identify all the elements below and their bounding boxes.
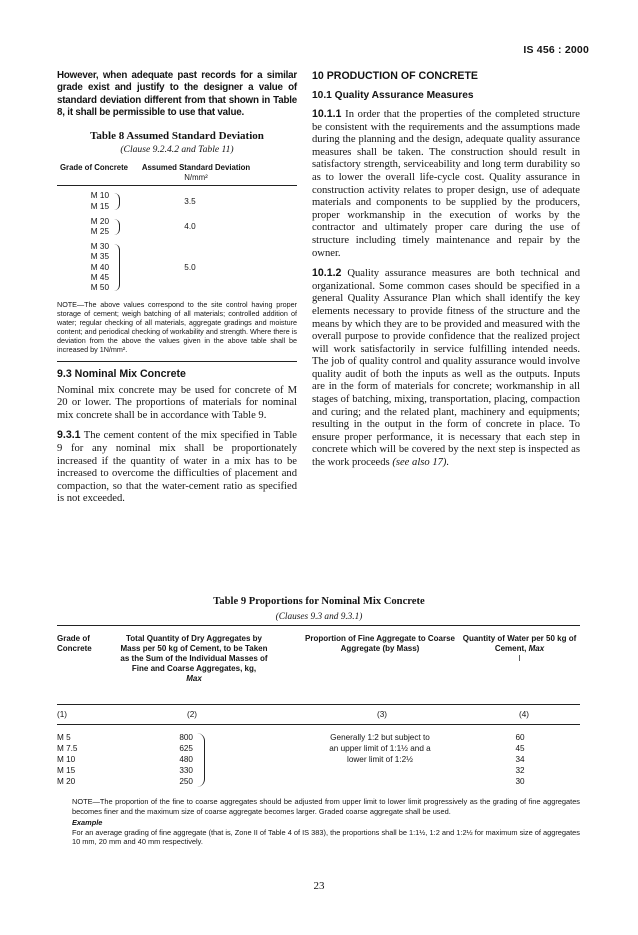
table-row-aggregate: 480 [179,755,193,764]
table8-grade: M 10 [90,191,109,201]
table9-col1-header: Grade of Concrete [57,634,92,653]
table8-brace [111,244,120,291]
example-text: For an average grading of fine aggregate (that is, Zone II of Table 4 of IS 383), the proportions shall be 1:1½, 1:2 and 1:2½ for maximum size of aggregates 10 mm, 20 mm and 40 mm respectively. [72,827,580,847]
table8-grade: M 20 [90,216,109,226]
table8-rule [57,185,297,186]
table-row-grade: M 7.5 [57,744,78,753]
table9-header [57,626,580,704]
table-row-water: 45 [515,744,525,753]
cross-reference: (see also 17). [392,457,450,469]
table9-column-numbers [57,707,580,724]
column-number: (3) [377,710,388,719]
clause-number: 10.1.1 [312,108,342,120]
table9-water [505,732,535,787]
table9-note: NOTE—The proportion of the fine to coarse aggregates should be adjusted from upper limit to lower limit progressively as the grading of fine aggregates becomes finer and the maximum size of coarse aggregate becomes larger. Graded coarse aggregate shall be used. Example For an average grading of fine aggregate (that is, Zone II of Table 4 of IS 383), the proportions shall be 1:1½, 1:2 and 1:2½ for maximum size of aggregates 10 mm, 20 mm and 40 mm respectively. [72,797,580,847]
table8-group [57,191,297,211]
table9-brace [197,733,205,787]
table8-note: NOTE—The above values correspond to the site control having proper storage of cement; weigh batching of all materials; controlled addition of water; regular checking of all materials, aggregate gradings and moisture content; and periodical checking of workability and strength. Where there is deviation from the above the values given in the above table shall be increased by 1N/mm². [57,300,297,354]
table-row-water: 32 [515,766,525,775]
table8-header [57,163,297,182]
table-row-water: 34 [515,755,525,764]
table8-value: 4.0 [184,222,196,232]
table-row-aggregate: 330 [179,766,193,775]
table9 [57,625,580,823]
table8-grade: M 30 [90,242,109,252]
table8-clause: (Clause 9.2.4.2 and Table 11) [120,144,234,156]
table8-brace [111,219,120,235]
left-column [57,70,297,506]
table8-group [57,242,297,293]
table-row-water: 30 [515,777,525,786]
table8-grade: M 25 [90,226,109,236]
table8-title: Table 8 Assumed Standard Deviation [90,130,264,143]
table-row-water: 60 [515,733,525,742]
clause-10-1-1-paragraph: 10.1.1 In order that the properties of the completed structure be consistent with the requirements and the assumptions made during the planning and the design, adequate quality assurance measures shall be taken. The construction should result in satisfactory strength, serviceability and long term durability so as to lower the overall life-cycle cost. Quality assurance in construction activity relates to proper design, use of adequate materials and components to be supplied by the producers, proper workmanship in the execution of works by the contractor and ultimately proper care during the use of structure including timely maintenance and repair by the owner. [312,108,580,259]
max-label: Max [186,674,202,683]
table9-grades [57,732,77,787]
section-9-3-heading: 9.3 Nominal Mix Concrete [57,367,186,380]
example-heading: Example [72,818,103,828]
page-number: 23 [313,880,325,892]
table8-grade: M 50 [90,283,109,292]
clause-9-3-1-paragraph: 9.3.1 The cement content of the mix specified in Table 9 for any nominal mix shall be proportionately increased if the quantity of water in a mix has to be increased to overcome the difficulties of placement and compaction, so that the water-cement ratio as specified is not exceeded. [57,429,297,505]
table-row-aggregate: 800 [179,733,193,742]
column-number: (4) [519,710,530,719]
table8-brace [111,193,120,209]
table8-col1-header: Grade of Concrete [59,163,129,173]
section-10-heading: 10 PRODUCTION OF CONCRETE [312,70,478,82]
table9-header-rule [57,704,580,705]
clause-number: 10.1.2 [312,267,342,280]
section-9-3-paragraph: Nominal mix concrete may be used for concrete of M 20 or lower. The proportions of materials for nominal mix concrete shall be in accordance with Table 9. [57,384,297,421]
table9-col2-header: Total Quantity of Dry Aggregates by Mass per 50 kg of Cement, to be Taken as the Sum of the Individual Masses of Fine and Coarse Aggregates, kg, Max [120,634,268,683]
table9-col3-header: Proportion of Fine Aggregate to Coarse Aggregate (by Mass) [305,634,455,653]
table8-grade: M 40 [90,262,109,272]
table8-grade: M 15 [90,201,109,211]
table-row-grade: M 5 [57,733,71,742]
section-rule [57,361,297,362]
table9-col4-header: Quantity of Water per 50 kg of Cement, Max l [462,634,577,663]
table9-proportion: Generally 1:2 but subject to an upper limit of 1:1½ and a lower limit of 1:2½ [329,733,431,764]
table8-col2-header: Assumed Standard Deviation N/mm² [131,163,261,182]
standard-code: IS 456 : 2000 [523,44,589,56]
table-row-aggregate: 250 [179,777,193,786]
table8-value: 3.5 [184,197,196,207]
table9-mid-rule [57,724,580,725]
table-row-grade: M 20 [57,777,76,786]
clause-10-1-2-paragraph: 10.1.2 Quality assurance measures are both technical and organizational. Some common cases should be specified in a general Quality Assurance Plan which shall identify the key elements necessary to provide fitness of the structure and the means by which they are to be provided and measured with the overall purpose to provide confidence that the realized project will work satisfactorily in service fulfilling intended needs. The job of quality control and quality assurance would involve quality audit of both the inputs as well as the outputs. Inputs are in the form of materials for concrete; workmanship in all stages of batching, mixing, transportation, placing, compaction and curing; and the related plant, machinery and equipments; resulting in the output in the form of concrete in place. To ensure proper performance, it is necessary that each step in concrete which will be covered by the next step is inspected as the work proceeds (see also 17). [312,267,580,469]
table8-grade: M 45 [90,272,109,282]
table8-grade: M 35 [90,252,109,262]
section-10-1-heading: 10.1 Quality Assurance Measures [312,90,474,101]
table-row-grade: M 15 [57,766,76,775]
table8 [57,163,297,361]
table-row-aggregate: 625 [179,744,193,753]
table9-title: Table 9 Proportions for Nominal Mix Concrete [213,596,425,607]
clause-number: 9.3.1 [57,429,81,442]
table9-clause: (Clauses 9.3 and 9.3.1) [275,612,363,622]
table8-col2-unit: N/mm² [184,172,208,182]
table-row-grade: M 10 [57,755,76,764]
lead-paragraph: However, when adequate past records for a similar grade exist and justify to the designer a value of standard deviation different from that shown in Table 8, it shall be permissible to use that value. [57,70,297,118]
right-column [312,70,580,470]
column-number: (2) [187,710,198,719]
table8-value: 5.0 [184,263,196,273]
table8-group [57,217,297,237]
table9-aggregates [167,732,193,787]
column-number: (1) [57,710,68,719]
